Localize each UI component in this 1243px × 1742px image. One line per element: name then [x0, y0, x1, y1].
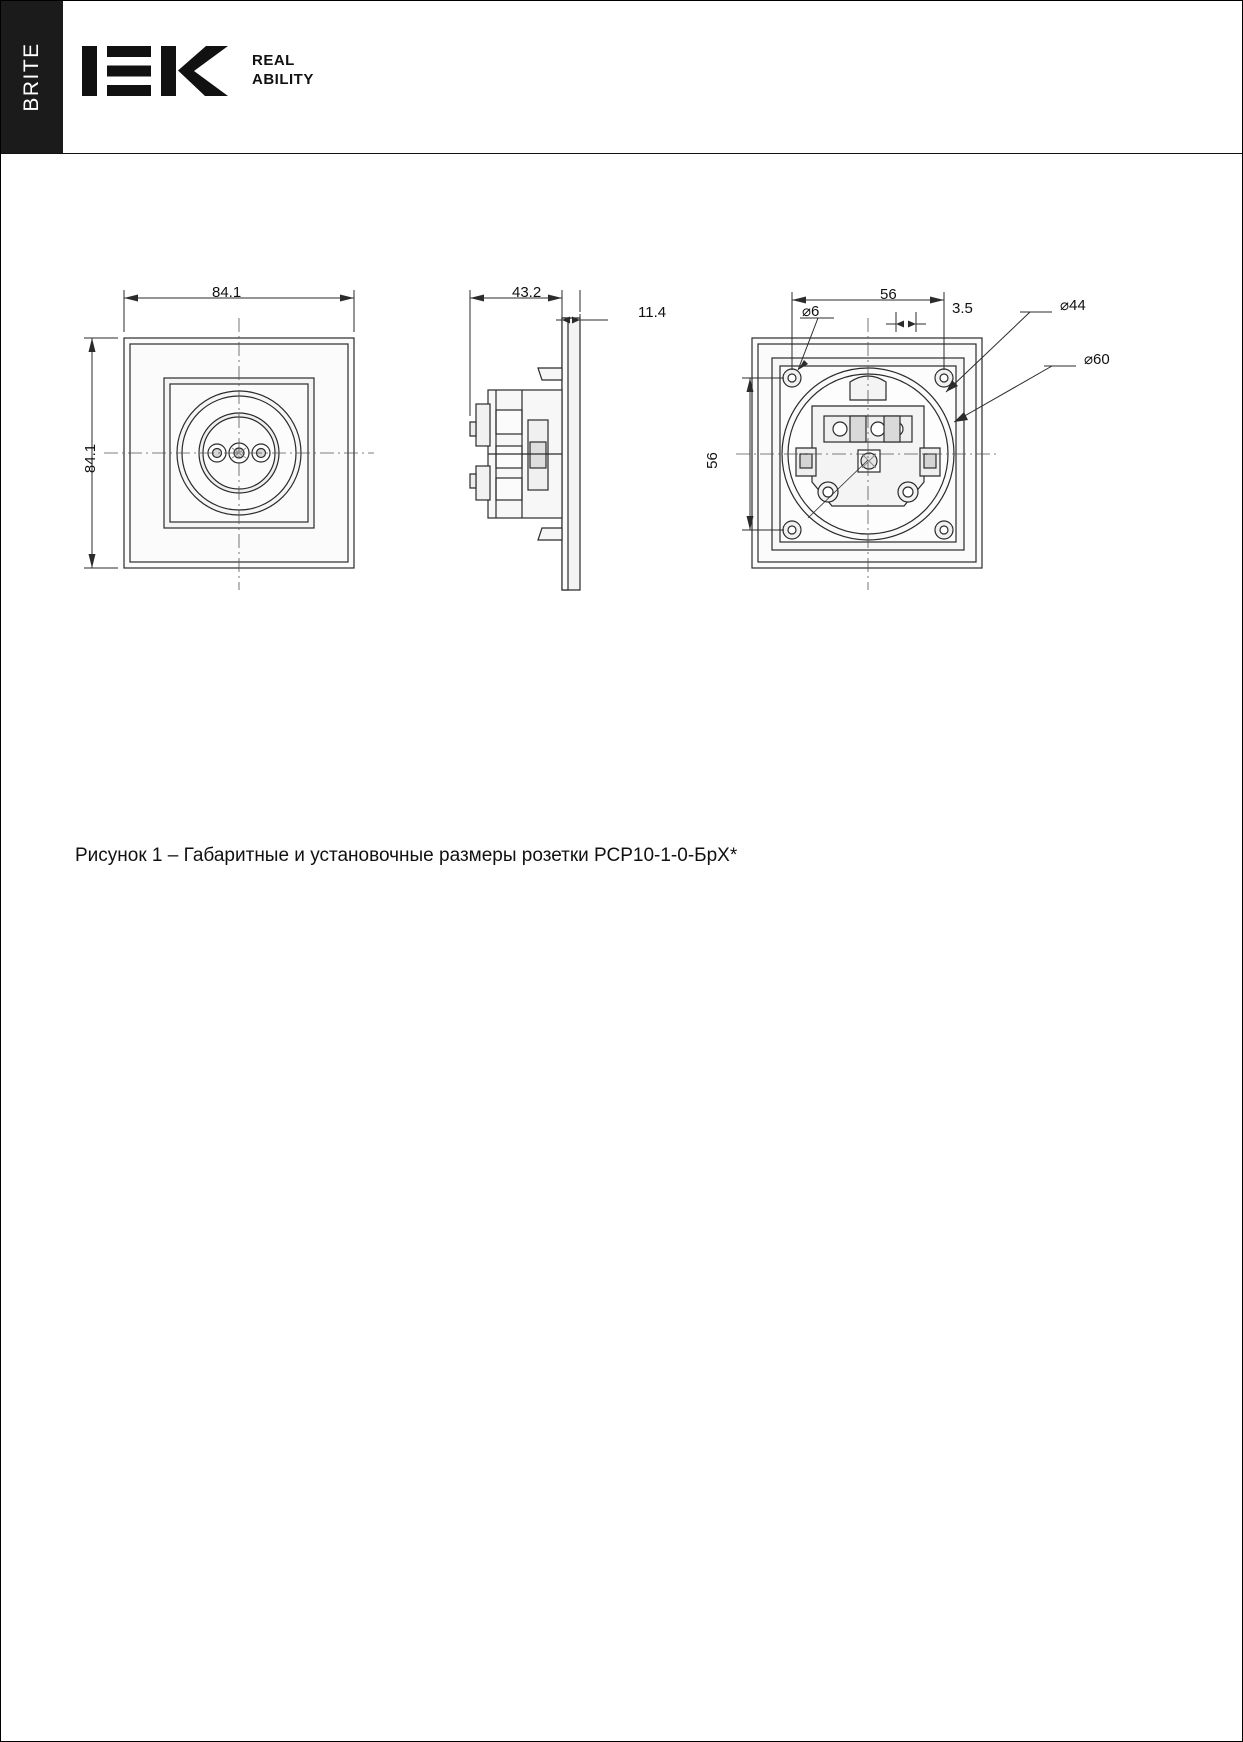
rear-outer-dia-dimension: ⌀60 [1084, 351, 1110, 368]
front-height-dimension: 84.1 [82, 443, 100, 474]
logo-tagline-line2: ABILITY [252, 71, 314, 88]
rear-view [700, 270, 1120, 610]
brand-side-tab-label: BRITE [20, 42, 43, 112]
logo-tagline-line1: REAL [252, 52, 295, 70]
rear-inner-dia-dimension: ⌀44 [1060, 297, 1086, 314]
iek-logo-icon [82, 40, 230, 102]
rear-mount-width-dimension: 56 [880, 286, 897, 303]
rear-offset-dimension: 3.5 [952, 300, 973, 317]
side-thickness-dimension: 11.4 [638, 304, 667, 321]
rear-screw-dia-dimension: ⌀6 [802, 303, 820, 320]
logo [82, 40, 314, 102]
side-view [430, 270, 690, 610]
side-depth-dimension: 43.2 [512, 284, 542, 301]
technical-drawing-group [60, 260, 1180, 620]
figure-caption: Рисунок 1 – Габаритные и установочные размеры розетки РСР10-1-0-БрХ* [75, 845, 738, 866]
logo-tagline [252, 52, 314, 90]
rear-mount-height-dimension: 56 [703, 452, 721, 469]
brand-side-tab [1, 1, 63, 153]
front-view [60, 270, 420, 610]
header-divider [1, 153, 1242, 154]
front-width-dimension: 84.1 [212, 284, 242, 301]
